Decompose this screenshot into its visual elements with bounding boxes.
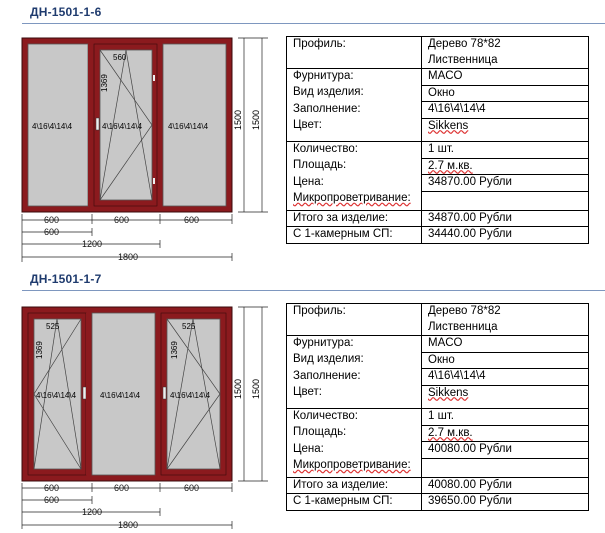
dim-row4-label: 1800 bbox=[118, 520, 139, 530]
color-value: Sikkens bbox=[422, 118, 589, 142]
type-value: Окно bbox=[422, 352, 589, 369]
mullion-right bbox=[157, 44, 163, 206]
spec-table bbox=[286, 36, 589, 244]
color-label: Цвет: bbox=[287, 385, 422, 409]
profile-value: Дерево 78*82 Лиственница bbox=[422, 37, 589, 69]
hardware-label: Фурнитура: bbox=[287, 69, 422, 86]
glass-unit-price-value: 39650.00 Рубли bbox=[422, 494, 589, 511]
sash-width-label: 560 bbox=[113, 53, 127, 62]
dim-row1-label-1: 600 bbox=[44, 215, 60, 225]
price-label: Цена: bbox=[287, 442, 422, 459]
handle-icon bbox=[96, 118, 99, 130]
glass-unit-price-label: С 1-камерным СП: bbox=[287, 494, 422, 511]
hardware-label: Фурнитура: bbox=[287, 336, 422, 353]
quantity-label: Количество: bbox=[287, 409, 422, 426]
spec-table bbox=[286, 303, 589, 511]
glass-unit-price-label: С 1-камерным СП: bbox=[287, 227, 422, 244]
dim-height-label-1: 1500 bbox=[233, 109, 243, 130]
quantity-value: 1 шт. bbox=[422, 142, 589, 159]
dim-height-label-2: 1500 bbox=[251, 378, 261, 399]
glass-label-left: 4\16\4\14\4 bbox=[32, 122, 73, 131]
price-value: 40080.00 Рубли bbox=[422, 442, 589, 459]
dim-row1-label-3: 600 bbox=[184, 215, 200, 225]
microventilation-value[interactable] bbox=[422, 458, 589, 477]
type-value: Окно bbox=[422, 85, 589, 102]
price-label: Цена: bbox=[287, 175, 422, 192]
product-title: ДН-1501-1-6 bbox=[30, 5, 102, 19]
mullion-right bbox=[155, 313, 161, 475]
type-label: Вид изделия: bbox=[287, 85, 422, 102]
area-label: Площадь: bbox=[287, 425, 422, 442]
product-section-1 bbox=[0, 0, 605, 266]
sash-height-label: 1369 bbox=[100, 74, 109, 92]
quantity-label: Количество: bbox=[287, 142, 422, 159]
window-drawing bbox=[0, 0, 285, 266]
sash-width-label-left: 525 bbox=[46, 322, 60, 331]
profile-value: Дерево 78*82 Лиственница bbox=[422, 304, 589, 336]
dim-row3-label: 1200 bbox=[82, 239, 103, 249]
total-value: 40080.00 Рубли bbox=[422, 477, 589, 494]
price-value: 34870.00 Рубли bbox=[422, 175, 589, 192]
hardware-value: MACO bbox=[422, 69, 589, 86]
total-value: 34870.00 Рубли bbox=[422, 210, 589, 227]
product-section-2 bbox=[0, 267, 605, 533]
dim-row1-label-2: 600 bbox=[114, 483, 130, 493]
area-value: 2.7 м.кв. bbox=[422, 425, 589, 442]
product-title: ДН-1501-1-7 bbox=[30, 272, 102, 286]
total-label: Итого за изделие: bbox=[287, 477, 422, 494]
profile-label: Профиль: bbox=[287, 37, 422, 69]
profile-label: Профиль: bbox=[287, 304, 422, 336]
microventilation-label: Микропроветривание: bbox=[287, 458, 422, 477]
sash-width-label-right: 525 bbox=[182, 322, 196, 331]
sash-height-label-right: 1369 bbox=[170, 341, 179, 359]
dim-row2-label: 600 bbox=[44, 227, 60, 237]
glass-unit-price-value: 34440.00 Рубли bbox=[422, 227, 589, 244]
mullion-left bbox=[88, 44, 94, 206]
sash-height-label-left: 1369 bbox=[35, 341, 44, 359]
glass-label-center: 4\16\4\14\4 bbox=[100, 391, 141, 400]
microventilation-label: Микропроветривание: bbox=[287, 191, 422, 210]
glass-label-right: 4\16\4\14\4 bbox=[168, 122, 209, 131]
handle-icon bbox=[83, 387, 86, 399]
color-label: Цвет: bbox=[287, 118, 422, 142]
glass-label-left: 4\16\4\14\4 bbox=[36, 391, 77, 400]
dim-row3-label: 1200 bbox=[82, 507, 103, 517]
quantity-value: 1 шт. bbox=[422, 409, 589, 426]
hinge-icon bbox=[153, 178, 155, 184]
dim-row4-label: 1800 bbox=[118, 252, 139, 262]
handle-icon bbox=[163, 387, 166, 399]
total-label: Итого за изделие: bbox=[287, 210, 422, 227]
filling-label: Заполнение: bbox=[287, 369, 422, 386]
type-label: Вид изделия: bbox=[287, 352, 422, 369]
hinge-icon bbox=[153, 75, 155, 81]
filling-value: 4\16\4\14\4 bbox=[422, 369, 589, 386]
area-label: Площадь: bbox=[287, 158, 422, 175]
dim-row1-label-3: 600 bbox=[184, 483, 200, 493]
dim-row1-label-2: 600 bbox=[114, 215, 130, 225]
hardware-value: MACO bbox=[422, 336, 589, 353]
dim-height-label-1: 1500 bbox=[233, 378, 243, 399]
area-value: 2.7 м.кв. bbox=[422, 158, 589, 175]
dim-row2-label: 600 bbox=[44, 495, 60, 505]
window-drawing bbox=[0, 267, 285, 533]
color-value: Sikkens bbox=[422, 385, 589, 409]
glass-label-right: 4\16\4\14\4 bbox=[170, 391, 211, 400]
microventilation-value[interactable] bbox=[422, 191, 589, 210]
filling-label: Заполнение: bbox=[287, 102, 422, 119]
dim-height-label-2: 1500 bbox=[251, 109, 261, 130]
dim-row1-label-1: 600 bbox=[44, 483, 60, 493]
glass-label-center: 4\16\4\14\4 bbox=[102, 122, 143, 131]
filling-value: 4\16\4\14\4 bbox=[422, 102, 589, 119]
mullion-left bbox=[86, 313, 92, 475]
